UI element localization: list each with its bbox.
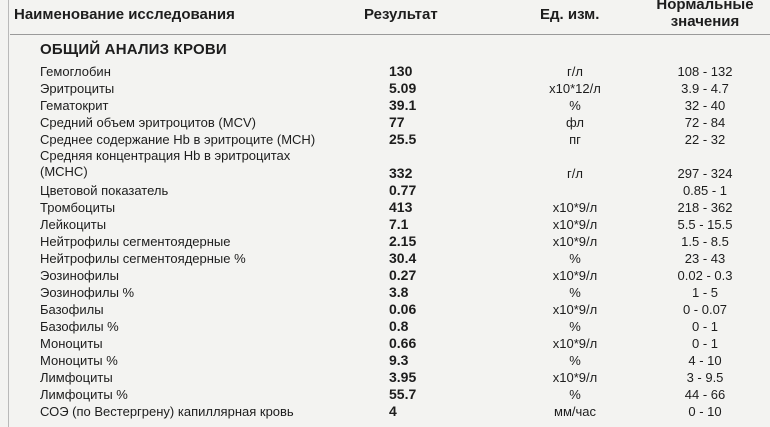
table-row [0,80,770,97]
test-name [40,148,350,180]
test-norm: 0 - 10 [688,404,722,419]
test-name: Моноциты % [40,353,118,368]
test-result: 0.77 [389,182,417,198]
test-name: Средний объем эритроцитов (MCV) [40,115,256,130]
table-row [0,403,770,420]
test-result: 2.15 [389,233,417,249]
table-row [0,301,770,318]
column-header-norm-line1: Нормальные [656,0,754,13]
table-row [0,335,770,352]
column-header-norm [640,0,770,30]
test-result: 5.09 [389,80,417,96]
test-name: Нейтрофилы сегментоядерные [40,234,231,249]
test-unit: % [569,353,581,368]
test-norm: 23 - 43 [684,251,726,266]
test-result: 0.06 [389,301,417,317]
test-result: 4 [389,403,397,419]
test-name-line1: Средняя концентрация Hb в эритроцитах [40,148,291,163]
table-row [0,63,770,80]
table-header [0,0,770,34]
test-result: 413 [389,199,413,215]
test-result: 3.95 [389,369,417,385]
test-name: Цветовой показатель [40,183,169,198]
test-unit: % [569,319,581,334]
test-unit: пг [569,132,581,147]
section-title: ОБЩИЙ АНАЛИЗ КРОВИ [40,41,227,58]
test-name-line2: (MCHC) [40,164,88,179]
test-result: 7.1 [389,216,409,232]
column-header-name: Наименование исследования [14,6,235,23]
test-name: Нейтрофилы сегментоядерные % [40,251,246,266]
test-result: 25.5 [389,131,417,147]
test-unit: x10*9/л [552,217,598,232]
table-row [0,199,770,216]
test-result: 3.8 [389,284,409,300]
test-result: 77 [389,114,405,130]
column-header-result: Результат [364,6,438,23]
header-divider [10,34,770,35]
test-result: 332 [389,165,413,181]
test-norm: 0.02 - 0.3 [677,268,733,283]
test-norm: 0.85 - 1 [682,183,728,198]
test-norm: 4 - 10 [688,353,722,368]
test-result: 9.3 [389,352,409,368]
test-norm: 72 - 84 [684,115,726,130]
test-unit: г/л [567,64,583,79]
test-unit: x10*9/л [552,370,598,385]
table-row [0,352,770,369]
test-unit: x10*9/л [552,268,598,283]
table-row [0,250,770,267]
test-norm: 3 - 9.5 [686,370,724,385]
test-name: СОЭ (по Вестергрену) капиллярная кровь [40,404,294,419]
table-row [0,216,770,233]
test-result: 0.66 [389,335,417,351]
test-result: 30.4 [389,250,417,266]
test-norm: 3.9 - 4.7 [681,81,729,96]
test-unit: x10*9/л [552,302,598,317]
table-row [0,267,770,284]
table-row [0,284,770,301]
test-name: Лимфоциты % [40,387,128,402]
test-unit: г/л [567,166,583,181]
test-norm: 0 - 0.07 [682,302,728,317]
test-unit: % [569,387,581,402]
test-name: Базофилы [40,302,104,317]
table-row [0,369,770,386]
test-result: 0.27 [389,267,417,283]
test-norm: 0 - 1 [691,319,718,334]
test-name: Моноциты [40,336,103,351]
column-header-unit: Ед. изм. [540,6,600,23]
test-result: 0.8 [389,318,409,334]
test-norm: 108 - 132 [677,64,733,79]
table-row [0,233,770,250]
test-name: Эозинофилы [40,268,119,283]
test-norm: 32 - 40 [684,98,726,113]
test-name: Лимфоциты [40,370,113,385]
test-norm: 297 - 324 [677,166,733,181]
results-table [0,63,770,420]
test-name: Базофилы % [40,319,119,334]
test-unit: фл [566,115,584,130]
test-norm: 44 - 66 [684,387,726,402]
test-result: 55.7 [389,386,417,402]
test-result: 39.1 [389,97,417,113]
test-unit: мм/час [554,404,596,419]
column-header-norm-line2: значения [670,13,740,30]
test-unit: x10*9/л [552,234,598,249]
test-unit: x10*9/л [552,336,598,351]
test-name: Гемоглобин [40,64,111,79]
test-unit: x10*9/л [552,200,598,215]
test-name: Эозинофилы % [40,285,135,300]
test-norm: 22 - 32 [684,132,726,147]
table-row [0,148,770,182]
test-unit: x10*12/л [549,81,601,96]
test-unit: % [569,285,581,300]
test-norm: 5.5 - 15.5 [677,217,733,232]
test-unit: % [569,98,581,113]
table-row [0,182,770,199]
table-row [0,131,770,148]
test-norm: 218 - 362 [677,200,733,215]
test-name: Гематокрит [40,98,109,113]
test-norm: 1.5 - 8.5 [681,234,729,249]
table-row [0,114,770,131]
test-name: Среднее содержание Hb в эритроците (MCH) [40,132,316,147]
test-unit: % [569,251,581,266]
test-result: 130 [389,63,413,79]
table-row [0,318,770,335]
table-row [0,386,770,403]
test-norm: 1 - 5 [691,285,718,300]
test-norm: 0 - 1 [691,336,718,351]
test-name: Тромбоциты [40,200,116,215]
table-row [0,97,770,114]
test-name: Лейкоциты [40,217,107,232]
test-name: Эритроциты [40,81,115,96]
